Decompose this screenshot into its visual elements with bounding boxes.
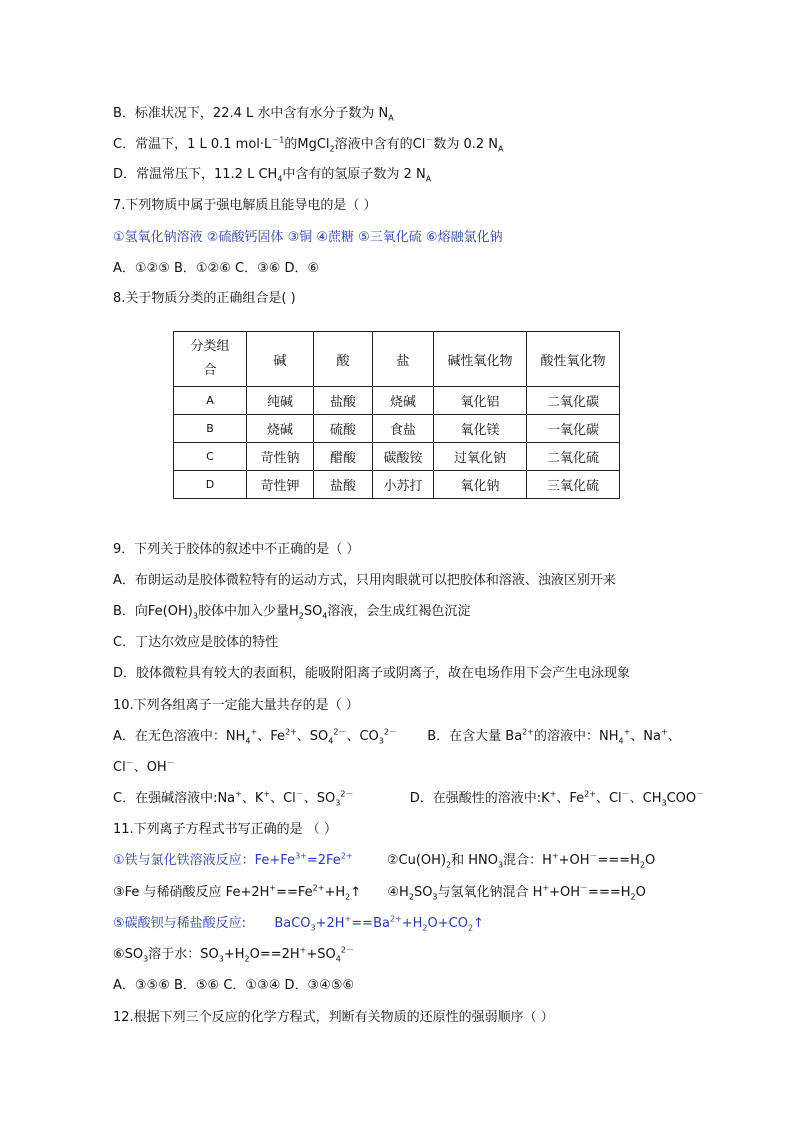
table-row xyxy=(174,415,620,443)
option-c-sub-2: A xyxy=(498,144,504,154)
question-7-options: A．①②⑤ B．①②⑥ C．③⑥ D．⑥ xyxy=(113,261,320,276)
q10c-sub-1: 3 xyxy=(335,798,341,808)
q10b-sup-3: + xyxy=(660,727,668,737)
q11-item-6-c: +H xyxy=(223,947,245,962)
table-cell: 碳酸铵 xyxy=(373,443,434,471)
q10d-text-1: D．在强酸性的溶液中:K xyxy=(409,791,550,806)
q10d-sup-1: + xyxy=(549,789,557,799)
q11-item-5-e: +H xyxy=(401,916,423,931)
q11-item-5-c: +2H xyxy=(315,916,345,931)
q10a-sup-4: 2－ xyxy=(383,727,397,737)
option-b-text: B．标准状况下，22.4 L 水中含有水分子数为 N xyxy=(113,106,389,121)
table-cell: A xyxy=(174,387,247,415)
q11-item-6-sub-3: 2 xyxy=(244,954,250,964)
q11-item-4-c: 与氢氧化钠混合 H xyxy=(437,885,543,900)
q11-item-2-sub-3: 2 xyxy=(639,860,646,870)
question-7: 7.下列物质中属于强电解质且能导电的是（ ） xyxy=(113,198,377,213)
option-c-text-3: 溶液中含有的Cl xyxy=(334,137,426,152)
q11-item-2-b: 和 HNO xyxy=(451,853,498,868)
q10c-sup-3: － xyxy=(295,789,304,799)
q10b-text-1: B．在含大量 Ba xyxy=(427,729,523,744)
q10d-sup-4: － xyxy=(696,789,705,799)
q11-item-6-b: 溶于水：SO xyxy=(148,947,219,962)
q11-item-2-sup-2: － xyxy=(589,851,598,861)
table-cell: 苛性钠 xyxy=(247,443,314,471)
q11-item-4-sub-1: 2 xyxy=(408,892,414,902)
question-9-b xyxy=(113,603,470,621)
table-cell: D xyxy=(174,471,247,499)
question-11-item-5 xyxy=(113,915,484,933)
option-b-sub: A xyxy=(388,113,394,123)
table-header-cell: 碱 xyxy=(247,332,314,387)
q11-item-3-sup-1: + xyxy=(269,883,277,893)
q11-item-3-sub-1: 2 xyxy=(345,892,351,902)
q11-item-2: ②Cu(OH) xyxy=(386,853,447,868)
q11-item-2-e: ===H xyxy=(597,853,640,868)
q11-item-4-b: SO xyxy=(413,885,433,900)
table-cell: 氧化钠 xyxy=(434,471,527,499)
option-c-line xyxy=(113,136,504,154)
q11-item-3-sup-2: 2+ xyxy=(312,883,325,893)
table-cell: 过氧化钠 xyxy=(434,443,527,471)
question-11-item-6 xyxy=(113,946,354,964)
table-cell: 二氧化硫 xyxy=(527,443,620,471)
table-header-cell: 酸性氧化物 xyxy=(527,332,620,387)
q10d-text-4: 、CH xyxy=(629,791,662,806)
q10b-text-4: 、 xyxy=(667,729,681,744)
table-cell: 硫酸 xyxy=(314,415,373,443)
q11-item-6-sub-2: 3 xyxy=(218,954,224,964)
classification-table xyxy=(173,331,620,499)
q10a-sup-2: 2+ xyxy=(284,727,297,737)
q11-item-4-d: +OH xyxy=(549,885,581,900)
q9b-sub-3: 4 xyxy=(322,611,328,621)
q11-item-2-f: O xyxy=(645,853,656,868)
q11-item-2-sub-2: 3 xyxy=(497,860,504,870)
q10d-sub-1: 3 xyxy=(661,798,667,808)
q10c-sup-4: 2－ xyxy=(340,789,354,799)
q10b-sup-2: + xyxy=(623,727,631,737)
q11-item-2-d: +OH xyxy=(558,853,590,868)
q10c-sup-2: + xyxy=(263,789,271,799)
q11-item-3-b: ==Fe xyxy=(276,885,313,900)
table-cell: 醋酸 xyxy=(314,443,373,471)
table-header-row xyxy=(174,332,620,387)
q10b-text-3: 、Na xyxy=(630,729,661,744)
q11-item-4-e: ===H xyxy=(588,885,631,900)
q11-item-5-d: ==Ba xyxy=(351,916,390,931)
q11-item-5-g: ↑ xyxy=(473,916,484,931)
table-cell: 食盐 xyxy=(373,415,434,443)
q11-item-6-sub-4: 4 xyxy=(335,954,341,964)
q11-item-5-sub-1: 3 xyxy=(310,923,316,933)
option-c-text-1: C．常温下，1 L 0.1 mol·L xyxy=(113,137,272,152)
option-c-text-4: 数为 0.2 N xyxy=(433,137,499,152)
table-cell: 盐酸 xyxy=(314,387,373,415)
question-11: 11.下列离子方程式书写正确的是 （ ） xyxy=(113,822,337,837)
question-9-a: A．布朗运动是胶体微粒特有的运动方式，只用肉眼就可以把胶体和溶液、浊液区别开来 xyxy=(113,573,616,588)
option-b-line xyxy=(113,105,394,123)
question-7-items: ①氢氧化钠溶液 ②硫酸钙固体 ③铜 ④蔗糖 ⑤三氧化硫 ⑥熔融氯化钠 xyxy=(113,230,503,245)
q11-item-1-b: =2Fe xyxy=(306,853,341,868)
table-cell: C xyxy=(174,443,247,471)
q9b-text-1: B．向Fe(OH) xyxy=(113,604,193,619)
option-d-text-2: 中含有的氢原子数为 2 N xyxy=(282,167,426,182)
q11-item-2-sup-1: + xyxy=(551,851,559,861)
option-d-sub-2: A xyxy=(425,174,432,184)
q10c-text-3: 、Cl xyxy=(270,791,296,806)
q10a-text-4: 、CO xyxy=(346,729,379,744)
q11-item-6-sup-1: + xyxy=(299,945,307,955)
question-10-b-cont xyxy=(113,759,175,777)
option-c-text-2: 的MgCl xyxy=(284,137,330,152)
option-c-sup-2: － xyxy=(425,135,434,145)
table-header-cell: 酸 xyxy=(314,332,373,387)
q11-item-5-sup-2: 2+ xyxy=(389,914,402,924)
q10c-sup-1: + xyxy=(235,789,242,799)
table-header-cell xyxy=(174,332,247,387)
q10b-cont-2: 、OH xyxy=(133,760,167,775)
q11-item-1-sup-1: 3+ xyxy=(295,851,307,861)
question-8: 8.关于物质分类的正确组合是( ) xyxy=(113,291,296,306)
q11-item-4-f: O xyxy=(635,885,646,900)
table-cell: 氧化镁 xyxy=(434,415,527,443)
q10a-sub-1: 4 xyxy=(245,736,251,746)
q11-item-6-d: O==2H xyxy=(249,947,300,962)
question-11-items-3-4 xyxy=(113,884,646,902)
header-group: 分类组合 xyxy=(190,339,230,378)
q11-item-3: ③Fe 与稀硝酸反应 Fe+2H xyxy=(113,885,270,900)
q9b-sub-1: 3 xyxy=(192,611,198,621)
option-d-line xyxy=(113,166,431,184)
q11-item-4-sup-1: + xyxy=(542,883,550,893)
q11-item-1-sup-2: 2+ xyxy=(340,851,353,861)
question-10: 10.下列各组离子一定能大量共存的是（ ） xyxy=(113,698,359,713)
table-cell: 一氧化碳 xyxy=(527,415,620,443)
q10d-text-2: 、Fe xyxy=(556,791,585,806)
option-c-sub-1: 2 xyxy=(329,144,335,154)
table-cell: 纯碱 xyxy=(247,387,314,415)
q11-item-4-sub-3: 2 xyxy=(630,892,636,902)
q11-item-1: ①铁与氯化铁溶液反应：Fe+Fe xyxy=(113,853,296,868)
option-d-sub-1: 4 xyxy=(277,174,283,184)
question-12: 12.根据下列三个反应的化学方程式，判断有关物质的还原性的强弱顺序（ ） xyxy=(113,1010,554,1025)
q10a-text-1: A．在无色溶液中：NH xyxy=(113,729,246,744)
q9b-sub-2: 2 xyxy=(298,611,304,621)
option-d-text-1: D．常温常压下，11.2 L CH xyxy=(113,167,278,182)
table-header-cell: 盐 xyxy=(373,332,434,387)
q11-item-4: ④H xyxy=(387,885,409,900)
table-cell: 二氧化碳 xyxy=(527,387,620,415)
question-11-items-1-2 xyxy=(113,852,655,870)
q10d-text-3: 、Cl xyxy=(595,791,622,806)
option-c-sup: －1 xyxy=(271,135,285,145)
table-cell: 烧碱 xyxy=(247,415,314,443)
question-10-cd xyxy=(113,790,704,808)
q9b-text-4: 溶液，会生成红褐色沉淀 xyxy=(327,604,471,619)
q10a-sub-2: 4 xyxy=(328,736,334,746)
q10b-sup-1: 2+ xyxy=(522,727,534,737)
q10b-text-2: 的溶液中：NH xyxy=(533,729,619,744)
q9b-text-3: SO xyxy=(303,604,323,619)
q10c-text-2: 、K xyxy=(241,791,264,806)
table-cell: 苛性钾 xyxy=(247,471,314,499)
table-cell: B xyxy=(174,415,247,443)
q11-item-2-sub-1: 2 xyxy=(446,860,452,870)
q10d-sup-2: 2+ xyxy=(584,789,596,799)
q10b-cont-sup-1: － xyxy=(125,758,134,768)
q11-item-4-sub-2: 3 xyxy=(432,892,438,902)
table-cell: 小苏打 xyxy=(373,471,434,499)
q11-item-2-c: 混合：H xyxy=(503,853,552,868)
q11-item-5-sub-2: 2 xyxy=(422,923,428,933)
question-9-d: D．胶体微粒具有较大的表面积，能吸附阳离子或阴离子，故在电场作用下会产生电泳现象 xyxy=(113,666,631,681)
q11-item-6-e: +SO xyxy=(306,947,336,962)
q10a-sup-1: + xyxy=(250,727,258,737)
q11-item-3-d: ↑ xyxy=(350,885,362,900)
table-row xyxy=(174,387,620,415)
q10b-cont-1: Cl xyxy=(113,760,126,775)
question-11-options: A．③⑤⑥ B．⑤⑥ C．①③④ D．③④⑤⑥ xyxy=(113,978,355,993)
table-cell: 盐酸 xyxy=(314,471,373,499)
q11-item-5-b: BaCO xyxy=(274,916,311,931)
q11-item-5-f: O+CO xyxy=(427,916,468,931)
q11-item-5: ⑤碳酸钡与稀盐酸反应: xyxy=(113,916,247,931)
q11-item-6: ⑥SO xyxy=(113,947,144,962)
table-header-cell: 碱性氧化物 xyxy=(434,332,527,387)
table-cell: 烧碱 xyxy=(373,387,434,415)
table-cell: 三氧化硫 xyxy=(527,471,620,499)
q10c-text-4: 、SO xyxy=(303,791,336,806)
question-9: 9．下列关于胶体的叙述中不正确的是（ ） xyxy=(113,542,360,557)
q10a-text-2: 、Fe xyxy=(257,729,285,744)
table-cell: 氧化铝 xyxy=(434,387,527,415)
question-9-c: C．丁达尔效应是胶体的特性 xyxy=(113,635,279,650)
table-row xyxy=(174,471,620,499)
q10a-sup-3: 2－ xyxy=(333,727,347,737)
q11-item-5-sub-3: 2 xyxy=(467,923,474,933)
q10d-text-5: COO xyxy=(666,791,697,806)
q11-item-6-sub-1: 3 xyxy=(143,954,149,964)
q10b-sub-1: 4 xyxy=(618,736,624,746)
q10b-cont-sup-2: － xyxy=(166,758,175,768)
q11-item-5-sup-1: + xyxy=(344,914,352,924)
q9b-text-2: 胶体中加入少量H xyxy=(197,604,299,619)
q10a-sub-3: 3 xyxy=(378,736,384,746)
table-row xyxy=(174,443,620,471)
q10c-text-1: C．在强碱溶液中:Na xyxy=(113,791,236,806)
q11-item-6-sup-2: 2－ xyxy=(340,945,354,955)
q10d-sup-3: － xyxy=(621,789,630,799)
q10a-text-3: 、SO xyxy=(296,729,329,744)
question-10-ab xyxy=(113,728,681,746)
q11-item-4-sup-2: － xyxy=(580,883,589,893)
q11-item-3-c: +H xyxy=(324,885,346,900)
